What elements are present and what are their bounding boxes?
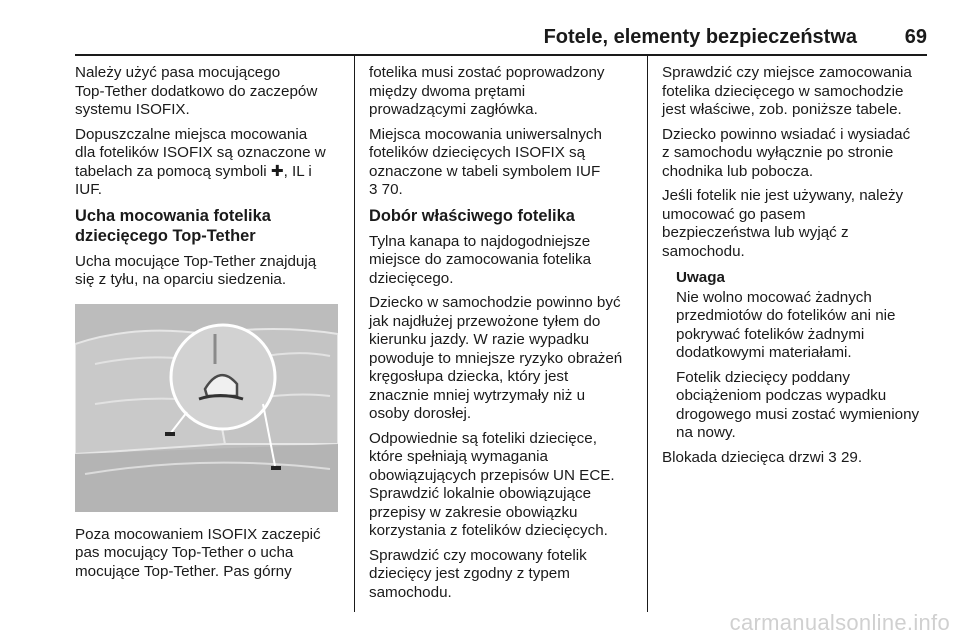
page-header	[75, 26, 927, 50]
isofix-symbol-icon: ✚	[270, 162, 284, 180]
paragraph: Poza mocowaniem ISOFIX zaczepić pas mocujący Top-Tether o ucha mocujące Top-Tether. Pas górny	[75, 525, 321, 580]
paragraph: Jeśli fotelik nie jest używany, należy umocować go pasem bezpieczeństwa lub wyjąć z samochodu.	[662, 187, 904, 260]
column-3	[662, 64, 930, 473]
paragraph: Ucha mocujące Top-Tether znajdują się z tyłu, na oparciu siedzenia.	[75, 252, 317, 288]
section-heading: Dobór właściwego fotelika	[369, 206, 575, 225]
paragraph: Fotelik dziecięcy poddany obciążeniom podczas wypadku drogowego musi zostać wymieniony na nowy.	[676, 368, 920, 441]
top-tether-illustration	[75, 304, 338, 512]
paragraph: Dziecko powinno wsiadać i wysiadać z samochodu wyłącznie po stronie chodnika lub pobocza.	[662, 125, 911, 180]
column-1	[75, 64, 345, 587]
note-box	[662, 269, 930, 443]
watermark: carmanualsonline.info	[729, 610, 950, 635]
paragraph: Miejsca mocowania uniwersalnych fotelików dziecięcych ISOFIX są oznaczone w tabeli symbolem IUF 3 70.	[369, 125, 602, 198]
page-title: Fotele, elementy bezpieczeństwa	[543, 26, 857, 48]
paragraph: Blokada dziecięca drzwi 3 29.	[662, 448, 863, 466]
header-rule	[75, 54, 927, 56]
text: Dopuszczalne miejsca mocowania dla fotelików ISOFIX są oznaczone w tabelach za pomocą symboli	[75, 125, 326, 180]
paragraph: Sprawdzić czy miejsce zamocowania fotelika dziecięcego w samochodzie jest właściwe, zob. poniższe tabele.	[662, 64, 912, 118]
column-divider-1	[354, 56, 355, 612]
paragraph: Odpowiednie są foteliki dziecięce, które spełniają wymagania obowiązujących przepisów UN ECE. Sprawdzić lokalnie obowiązujące przepisy w zakresie obowiązku korzystania z fotelików dziecięcych.	[369, 429, 615, 539]
column-2	[369, 64, 639, 608]
column-divider-2	[647, 56, 648, 612]
page-number: 69	[904, 26, 927, 48]
note-title: Uwaga	[676, 269, 725, 286]
text: , IL i IUF.	[75, 162, 312, 198]
paragraph: fotelika musi zostać poprowadzony między dwoma prętami prowadzącymi zagłówka.	[369, 64, 605, 118]
section-heading: Ucha mocowania fotelika dziecięcego Top-Tether	[75, 206, 271, 245]
paragraph	[75, 126, 345, 200]
paragraph: Dziecko w samochodzie powinno być jak najdłużej przewożone tyłem do kierunku jazdy. W razie wypadku powoduje to mniejsze ryzyko obrażeń kręgosłupa dziecka, który jest znacznie mniej wytrzymały niż u osoby dorosłej.	[369, 294, 623, 422]
paragraph: Nie wolno mocować żadnych przedmiotów do fotelików ani nie pokrywać fotelików żadnymi dodatkowymi materiałami.	[676, 288, 896, 361]
paragraph: Należy użyć pasa mocującego Top-Tether dodatkowo do zaczepów systemu ISOFIX.	[75, 64, 318, 118]
paragraph: Tylna kanapa to najdogodniejsze miejsce do zamocowania fotelika dziecięcego.	[369, 232, 592, 287]
paragraph: Sprawdzić czy mocowany fotelik dziecięcy jest zgodny z typem samochodu.	[369, 546, 587, 601]
